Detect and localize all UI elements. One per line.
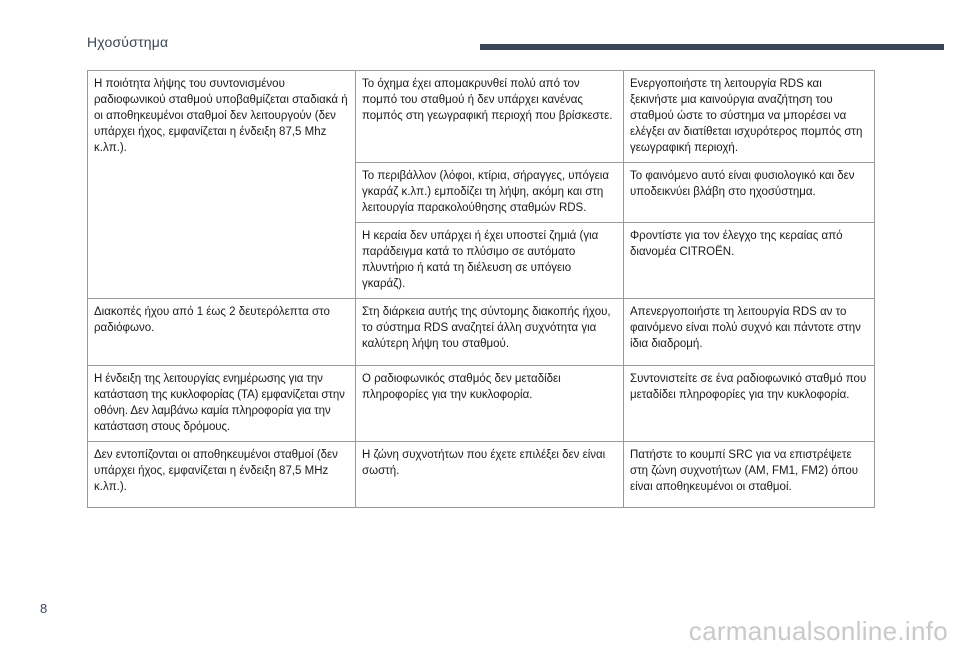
- section-title: Ηχοσύστημα: [87, 34, 169, 50]
- question-cell: Η ένδειξη της λειτουργίας ενημέρωσης για την κατάσταση της κυκλοφορίας (TA) εμφανίζεται στην οθόνη. Δεν λαμβάνω καμία πληροφορία για την κατάσταση στους δρόμους.: [88, 366, 356, 442]
- solution-cell: Ενεργοποιήστε τη λειτουργία RDS και ξεκινήστε μια καινούργια αναζήτηση του σταθμού ώστε το σύστημα να μπορέσει να ελέγξει αν διατίθεται ισχυρότερος πομπός στη γεωγραφική περιοχή.: [624, 71, 875, 163]
- header-bar: [480, 44, 944, 50]
- cause-cell: Το όχημα έχει απομακρυνθεί πολύ από τον πομπό του σταθμού ή δεν υπάρχει κανένας πομπός στη γεωγραφική περιοχή που βρίσκεστε.: [356, 71, 624, 163]
- solution-cell: Πατήστε το κουμπί SRC για να επιστρέψετε στη ζώνη συχνοτήτων (AM, FM1, FM2) όπου είναι αποθηκευμένοι οι σταθμοί.: [624, 442, 875, 508]
- solution-cell: Φροντίστε για τον έλεγχο της κεραίας από διανομέα CITROËN.: [624, 223, 875, 299]
- solution-cell: Συντονιστείτε σε ένα ραδιοφωνικό σταθμό που μεταδίδει πληροφορίες για την κυκλοφορία.: [624, 366, 875, 442]
- cause-cell: Το περιβάλλον (λόφοι, κτίρια, σήραγγες, υπόγεια γκαράζ κ.λπ.) εμποδίζει τη λήψη, ακόμη και στη λειτουργία παρακολούθησης σταθμών RDS.: [356, 163, 624, 223]
- question-cell: Δεν εντοπίζονται οι αποθηκευμένοι σταθμοί (δεν υπάρχει ήχος, εμφανίζεται η ένδειξη 87,5 MHz κ.λπ.).: [88, 442, 356, 508]
- cause-cell: Στη διάρκεια αυτής της σύντομης διακοπής ήχου, το σύστημα RDS αναζητεί άλλη συχνότητα για καλύτερη λήψη του σταθμού.: [356, 299, 624, 366]
- cause-cell: Η κεραία δεν υπάρχει ή έχει υποστεί ζημιά (για παράδειγμα κατά το πλύσιμο σε αυτόματο πλυντήριο ή κατά τη διέλευση σε υπόγειο γκαράζ).: [356, 223, 624, 299]
- table-row: [88, 366, 875, 442]
- table-row: [88, 442, 875, 508]
- question-cell: Διακοπές ήχου από 1 έως 2 δευτερόλεπτα στο ραδιόφωνο.: [88, 299, 356, 366]
- solution-cell: Απενεργοποιήστε τη λειτουργία RDS αν το φαινόμενο είναι πολύ συχνό και πάντοτε στην ίδια διαδρομή.: [624, 299, 875, 366]
- troubleshooting-table: [87, 70, 875, 508]
- cause-cell: Η ζώνη συχνοτήτων που έχετε επιλέξει δεν είναι σωστή.: [356, 442, 624, 508]
- solution-cell: Το φαινόμενο αυτό είναι φυσιολογικό και δεν υποδεικνύει βλάβη στο ηχοσύστημα.: [624, 163, 875, 223]
- table-row: [88, 71, 875, 163]
- watermark: carmanualsonline.info: [688, 616, 948, 646]
- page-number: 8: [40, 601, 48, 616]
- cause-cell: Ο ραδιοφωνικός σταθμός δεν μεταδίδει πληροφορίες για την κυκλοφορία.: [356, 366, 624, 442]
- question-cell: Η ποιότητα λήψης του συντονισμένου ραδιοφωνικού σταθμού υποβαθμίζεται σταδιακά ή οι αποθηκευμένοι σταθμοί δεν λειτουργούν (δεν υπάρχει ήχος, εμφανίζεται η ένδειξη 87,5 Mhz κ.λπ.).: [88, 71, 356, 299]
- table-row: [88, 299, 875, 366]
